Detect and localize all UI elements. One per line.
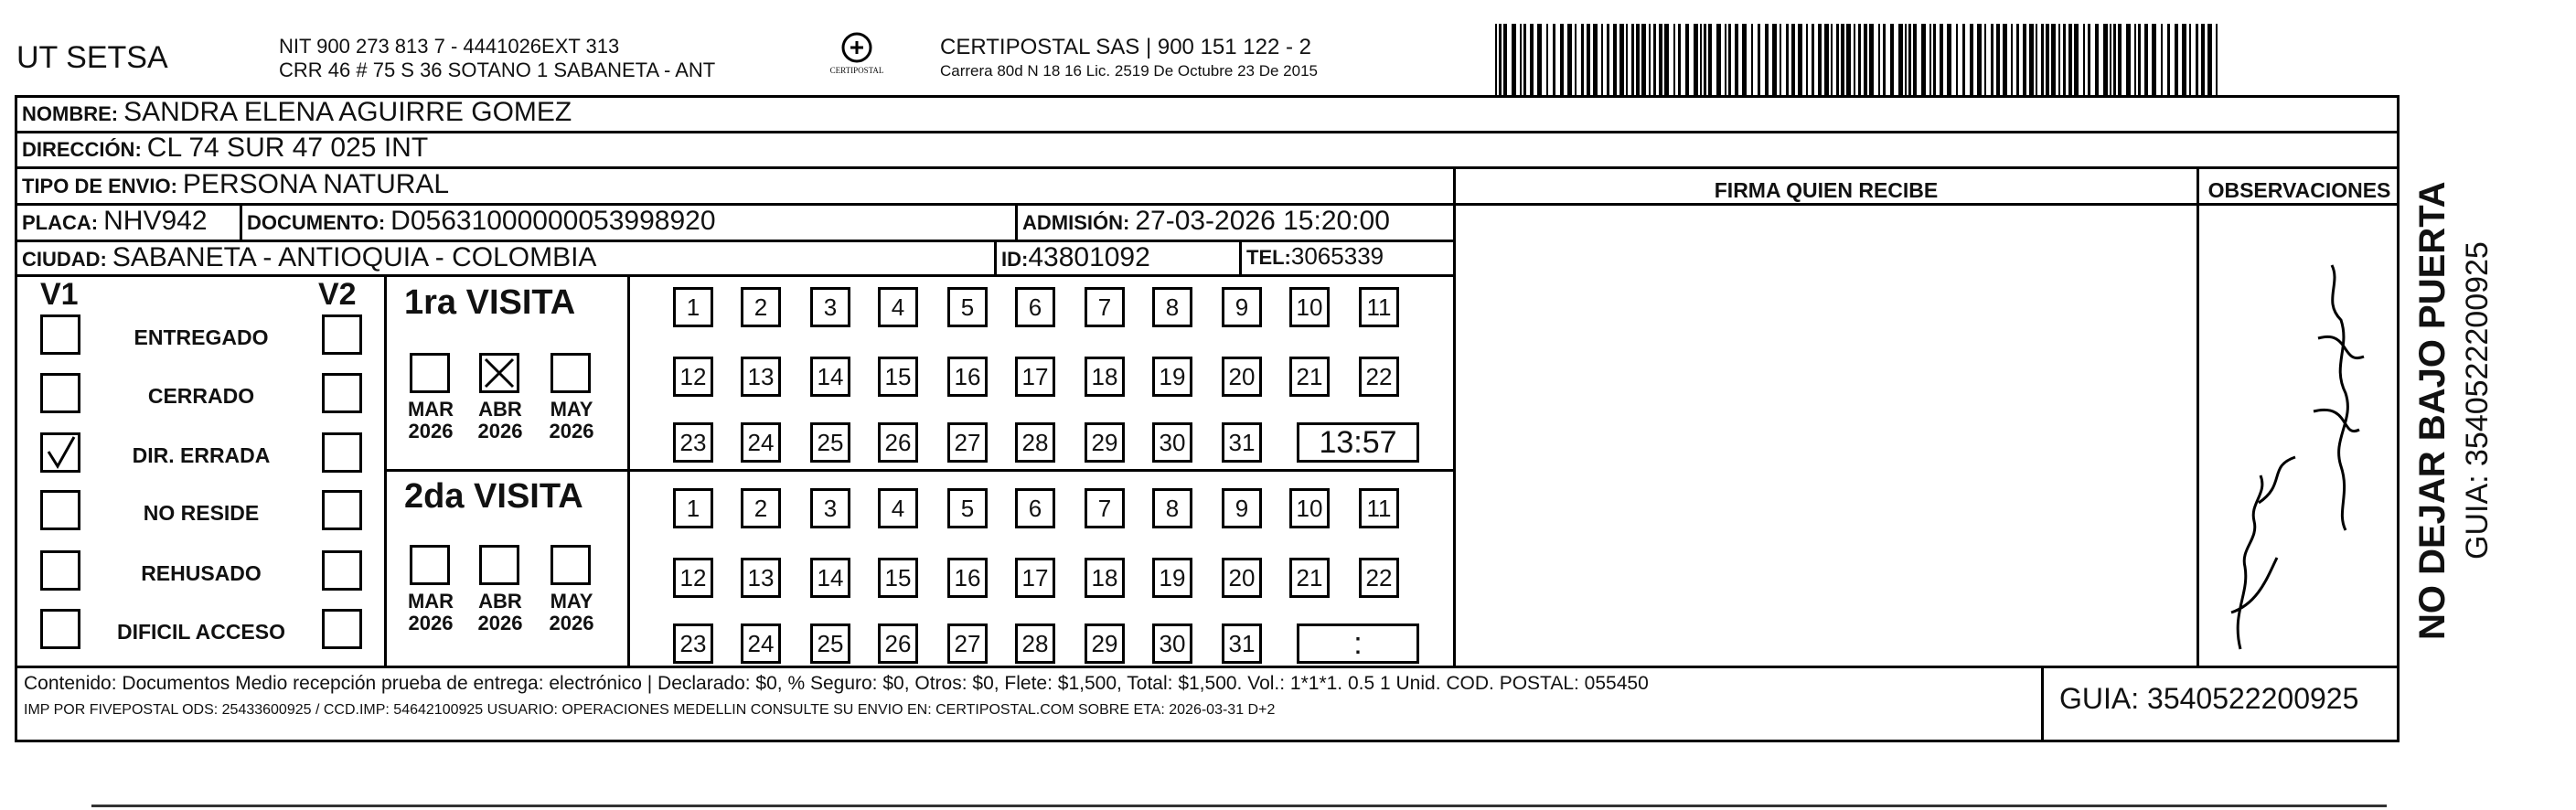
barcode-bar xyxy=(1649,24,1651,97)
visit1-day-21[interactable]: 21 xyxy=(1289,357,1330,397)
barcode-bar xyxy=(1908,24,1911,97)
barcode-bar xyxy=(1735,24,1738,97)
barcode-bar xyxy=(1659,24,1662,97)
visit1-day-27[interactable]: 27 xyxy=(947,422,988,463)
barcode-bar xyxy=(1878,24,1880,97)
visit1-day-6[interactable]: 6 xyxy=(1015,287,1055,327)
footer-print-info: IMP POR FIVEPOSTAL ODS: 25433600925 / CCD.IMP: 54642100925 USUARIO: OPERACIONES MEDELLIN CONSULTE SU ENVIO EN: CERTIPOSTAL.COM SOBRE ETA: 2026-03-31 D+2 xyxy=(24,702,1276,718)
barcode-bar xyxy=(1530,24,1534,97)
barcode-bar xyxy=(1854,24,1855,97)
visit1-month-label: MAY 2026 xyxy=(549,398,594,442)
footer-guia: GUIA: 3540522200925 xyxy=(2059,682,2359,715)
visit1-day-3[interactable]: 3 xyxy=(810,287,850,327)
barcode-bar xyxy=(2138,24,2141,97)
visit2-month-label: ABR 2026 xyxy=(477,590,523,634)
visit1-day-20[interactable]: 20 xyxy=(1222,357,1262,397)
barcode-bar xyxy=(1575,24,1577,97)
barcode-bar xyxy=(1786,24,1789,97)
visit2-day-15[interactable]: 15 xyxy=(878,558,918,598)
barcode-bar xyxy=(1601,24,1603,97)
barcode-bar xyxy=(1984,24,1986,97)
bottom-edge-line xyxy=(91,805,2387,807)
visit2-day-22[interactable]: 22 xyxy=(1359,558,1399,598)
barcode-bar xyxy=(2167,24,2170,97)
visit1-day-23[interactable]: 23 xyxy=(673,422,713,463)
admission-value: 27-03-2026 15:20:00 xyxy=(1135,206,1390,236)
visit2-day-5[interactable]: 5 xyxy=(947,488,988,528)
barcode-bar xyxy=(2051,24,2056,97)
city-label: CIUDAD: xyxy=(22,248,107,271)
barcode-bar xyxy=(1947,24,1951,97)
barcode-bar xyxy=(1798,24,1802,97)
v2-checkbox[interactable] xyxy=(322,314,362,355)
barcode-bar xyxy=(1898,24,1903,97)
visit2-month-checkbox[interactable] xyxy=(550,545,591,585)
side-guia: GUIA: 3540522200925 xyxy=(2460,241,2495,560)
visit2-day-6[interactable]: 6 xyxy=(1015,488,1055,528)
barcode-bar xyxy=(1567,24,1572,97)
visit1-day-11[interactable]: 11 xyxy=(1359,287,1399,327)
barcode-bar xyxy=(1921,24,1926,97)
city-row xyxy=(22,242,596,273)
barcode-bar xyxy=(2207,24,2212,97)
carrier-license: Carrera 80d N 18 16 Lic. 2519 De Octubre 23 De 2015 xyxy=(940,62,1318,80)
barcode-bar xyxy=(1841,24,1844,97)
visit1-day-15[interactable]: 15 xyxy=(878,357,918,397)
visit1-day-28[interactable]: 28 xyxy=(1015,422,1055,463)
visit2-month-checkbox[interactable] xyxy=(410,545,450,585)
plate-value: NHV942 xyxy=(103,206,208,236)
visit2-day-13[interactable]: 13 xyxy=(741,558,781,598)
v2-checkbox[interactable] xyxy=(322,550,362,591)
barcode-bar xyxy=(2175,24,2178,97)
footer-content: Contenido: Documentos Medio recepción prueba de entrega: electrónico | Declarado: $0, % Seguro: $0, Otros: $0, Flete: $1,500, Total: $1,500. Vol.: 1*1*1. 0.5 1 Unid. COD. POSTAL: 055450 xyxy=(24,673,1649,694)
visit1-month-checkbox[interactable] xyxy=(479,353,519,393)
type-row xyxy=(22,169,449,200)
visit2-day-4[interactable]: 4 xyxy=(878,488,918,528)
barcode-bar xyxy=(2152,24,2156,97)
visit1-day-24[interactable]: 24 xyxy=(741,422,781,463)
barcode-bar xyxy=(1664,24,1669,97)
barcode-bar xyxy=(1512,24,1516,97)
company-nit: NIT 900 273 813 7 - 4441026EXT 313 xyxy=(279,35,620,58)
barcode-bar xyxy=(1780,24,1781,97)
barcode-bar xyxy=(1728,24,1731,97)
visit2-day-14[interactable]: 14 xyxy=(810,558,850,598)
visit2-day-10[interactable]: 10 xyxy=(1289,488,1330,528)
barcode-bar xyxy=(1929,24,1931,97)
barcode-bar xyxy=(2088,24,2090,97)
observations-label: OBSERVACIONES xyxy=(2207,178,2391,202)
visit2-day-21[interactable]: 21 xyxy=(1289,558,1330,598)
barcode-bar xyxy=(2144,24,2148,97)
barcode-bar xyxy=(1962,24,1965,97)
barcode-bar xyxy=(1653,24,1656,97)
visit2-day-23[interactable]: 23 xyxy=(673,623,713,664)
barcode-bar xyxy=(1890,24,1894,97)
barcode-bar xyxy=(1694,24,1698,97)
barcode-bar xyxy=(1725,24,1726,97)
barcode-bar xyxy=(2058,24,2060,97)
plate-label: PLACA: xyxy=(22,211,99,234)
barcode-bar xyxy=(2046,24,2049,97)
barcode-bar xyxy=(1818,24,1822,97)
observation-handwriting xyxy=(2204,229,2396,658)
visit2-day-18[interactable]: 18 xyxy=(1085,558,1125,598)
v1-label: V1 xyxy=(40,277,79,312)
barcode-bar xyxy=(1593,24,1598,97)
barcode-bar xyxy=(1751,24,1753,97)
barcode-bar xyxy=(1824,24,1829,97)
name-label: NOMBRE: xyxy=(22,102,119,125)
visit2-day-28[interactable]: 28 xyxy=(1015,623,1055,664)
barcode-bar xyxy=(1520,24,1522,97)
barcode-bar xyxy=(2113,24,2116,97)
barcode-bar xyxy=(2063,24,2066,97)
visit1-day-12[interactable]: 12 xyxy=(673,357,713,397)
visit1-day-9[interactable]: 9 xyxy=(1222,287,1262,327)
visit2-day-17[interactable]: 17 xyxy=(1015,558,1055,598)
barcode-bar xyxy=(1641,24,1646,97)
visit2-day-31[interactable]: 31 xyxy=(1222,623,1262,664)
visit1-month-label: ABR 2026 xyxy=(477,398,523,442)
id-label: ID: xyxy=(1001,248,1029,271)
barcode-bar xyxy=(2041,24,2044,97)
barcode-bar xyxy=(1607,24,1609,97)
visit1-day-30[interactable]: 30 xyxy=(1152,422,1192,463)
barcode-bar xyxy=(1619,24,1624,97)
document-row xyxy=(247,206,716,237)
barcode-bar xyxy=(2029,24,2034,97)
visit2-day-27[interactable]: 27 xyxy=(947,623,988,664)
barcode-bar xyxy=(1869,24,1874,97)
barcode-bar xyxy=(1772,24,1777,97)
visit1-day-10[interactable]: 10 xyxy=(1289,287,1330,327)
barcode-bar xyxy=(2023,24,2026,97)
barcode-bar xyxy=(2016,24,2019,97)
side-warning: NO DEJAR BAJO PUERTA xyxy=(2412,181,2453,640)
v2-label: V2 xyxy=(318,277,357,312)
visit1-month-checkbox[interactable] xyxy=(550,353,591,393)
barcode-bar xyxy=(1913,24,1917,97)
barcode-bar xyxy=(2134,24,2136,97)
barcode-bar xyxy=(1831,24,1833,97)
signature-label: FIRMA QUIEN RECIBE xyxy=(1714,178,1939,202)
barcode-bar xyxy=(1700,24,1702,97)
company-name: UT SETSA xyxy=(16,40,168,75)
visit1-day-2[interactable]: 2 xyxy=(741,287,781,327)
barcode-bar xyxy=(1685,24,1689,97)
visit2-day-30[interactable]: 30 xyxy=(1152,623,1192,664)
visit1-title: 1ra VISITA xyxy=(404,283,576,322)
barcode-bar xyxy=(2068,24,2072,97)
barcode-bar xyxy=(2074,24,2079,97)
visit2-day-26[interactable]: 26 xyxy=(878,623,918,664)
barcode-bar xyxy=(1678,24,1681,97)
barcode-bar xyxy=(1673,24,1675,97)
barcode-bar xyxy=(1940,24,1943,97)
company-address: CRR 46 # 75 S 36 SOTANO 1 SABANETA - ANT xyxy=(279,59,716,81)
barcode-bar xyxy=(1636,24,1640,97)
barcode-bar xyxy=(2003,24,2007,97)
barcode-bar xyxy=(1864,24,1867,97)
barcode-bar xyxy=(1846,24,1851,97)
name-row xyxy=(22,97,572,128)
plate-row xyxy=(22,206,208,237)
visit2-day-8[interactable]: 8 xyxy=(1152,488,1192,528)
barcode-bar xyxy=(1581,24,1584,97)
v1-checkbox[interactable] xyxy=(40,490,80,530)
status-label: REHUSADO xyxy=(141,561,262,585)
barcode-bar xyxy=(1523,24,1526,97)
visit2-time-box[interactable]: : xyxy=(1297,623,1419,664)
visit1-day-31[interactable]: 31 xyxy=(1222,422,1262,463)
barcode-bar xyxy=(1905,24,1907,97)
barcode-bar xyxy=(1626,24,1628,97)
status-label: DIFICIL ACCESO xyxy=(116,620,285,644)
barcode-bar xyxy=(1758,24,1760,97)
visit1-day-4[interactable]: 4 xyxy=(878,287,918,327)
id-value: 43801092 xyxy=(1028,242,1150,272)
visit1-day-29[interactable]: 29 xyxy=(1085,422,1125,463)
barcode-bar xyxy=(1858,24,1861,97)
status-label: NO RESIDE xyxy=(143,501,260,525)
visit2-month-checkbox[interactable] xyxy=(479,545,519,585)
tel-label: TEL: xyxy=(1246,246,1291,269)
recipient-address: CL 74 SUR 47 025 INT xyxy=(146,133,429,163)
v1-checkbox[interactable] xyxy=(40,432,80,473)
type-label: TIPO DE ENVIO: xyxy=(22,175,177,197)
visit2-title: 2da VISITA xyxy=(404,477,583,516)
document-label: DOCUMENTO: xyxy=(247,211,386,234)
visit2-day-12[interactable]: 12 xyxy=(673,558,713,598)
address-row xyxy=(22,133,428,164)
status-label: CERRADO xyxy=(147,384,255,408)
barcode-bar xyxy=(2182,24,2186,97)
barcode-bar xyxy=(1933,24,1936,97)
barcode-bar xyxy=(2110,24,2111,97)
barcode-bar xyxy=(1503,24,1507,97)
visit2-day-3[interactable]: 3 xyxy=(810,488,850,528)
id-row xyxy=(1001,242,1150,273)
barcode-bar xyxy=(1991,24,1993,97)
barcode-bar xyxy=(1791,24,1795,97)
visit1-month-label: MAR 2026 xyxy=(407,398,454,442)
visit1-day-19[interactable]: 19 xyxy=(1152,357,1192,397)
status-label: DIR. ERRADA xyxy=(132,443,271,467)
visit1-day-14[interactable]: 14 xyxy=(810,357,850,397)
visit1-day-13[interactable]: 13 xyxy=(741,357,781,397)
barcode-bar xyxy=(1631,24,1634,97)
v1-checkbox[interactable] xyxy=(40,609,80,649)
visit1-day-25[interactable]: 25 xyxy=(810,422,850,463)
barcode-bar xyxy=(1742,24,1747,97)
visit1-time-box[interactable]: 13:57 xyxy=(1297,422,1419,463)
barcode-bar xyxy=(2036,24,2037,97)
visit1-day-26[interactable]: 26 xyxy=(878,422,918,463)
barcode-bar xyxy=(1977,24,1982,97)
barcode-bar xyxy=(1537,24,1542,97)
visit1-day-1[interactable]: 1 xyxy=(673,287,713,327)
v2-checkbox[interactable] xyxy=(322,373,362,413)
barcode-bar xyxy=(1546,24,1548,97)
visit1-month-checkbox[interactable] xyxy=(410,353,450,393)
barcode-bar xyxy=(2216,24,2218,97)
barcode-bar xyxy=(2118,24,2122,97)
barcode-bar xyxy=(1716,24,1721,97)
shipment-type: PERSONA NATURAL xyxy=(182,169,450,199)
barcode-bar xyxy=(2083,24,2085,97)
visit2-month-label: MAR 2026 xyxy=(407,590,454,634)
barcode-bar xyxy=(2103,24,2108,97)
v2-checkbox[interactable] xyxy=(322,490,362,530)
visit2-day-29[interactable]: 29 xyxy=(1085,623,1125,664)
v2-checkbox[interactable] xyxy=(322,609,362,649)
visit2-day-9[interactable]: 9 xyxy=(1222,488,1262,528)
barcode-bar xyxy=(1883,24,1886,97)
barcode-bar xyxy=(1499,24,1502,97)
barcode-bar xyxy=(2189,24,2191,97)
v1-checkbox[interactable] xyxy=(40,550,80,591)
visit2-day-19[interactable]: 19 xyxy=(1152,558,1192,598)
visit2-day-11[interactable]: 11 xyxy=(1359,488,1399,528)
visit2-day-7[interactable]: 7 xyxy=(1085,488,1125,528)
visit2-month-label: MAY 2026 xyxy=(549,590,594,634)
barcode-bar xyxy=(1996,24,2000,97)
visit2-day-25[interactable]: 25 xyxy=(810,623,850,664)
document-value: D05631000000053998920 xyxy=(390,206,716,236)
visit2-day-24[interactable]: 24 xyxy=(741,623,781,664)
visit1-day-17[interactable]: 17 xyxy=(1015,357,1055,397)
visit2-day-2[interactable]: 2 xyxy=(741,488,781,528)
tel-value: 3065339 xyxy=(1290,242,1384,270)
barcode-bar xyxy=(1806,24,1808,97)
barcode-bar xyxy=(2126,24,2131,97)
status-label: ENTREGADO xyxy=(134,325,269,349)
tel-row xyxy=(1246,242,1384,271)
city-value: SABANETA - ANTIOQUIA - COLOMBIA xyxy=(112,242,597,272)
admission-label: ADMISIÓN: xyxy=(1022,211,1130,234)
barcode xyxy=(1495,24,2227,97)
barcode-bar xyxy=(2095,24,2099,97)
visit2-day-1[interactable]: 1 xyxy=(673,488,713,528)
carrier-name: CERTIPOSTAL SAS | 900 151 122 - 2 xyxy=(940,35,1311,59)
admission-row xyxy=(1022,206,1390,237)
barcode-bar xyxy=(1560,24,1564,97)
visit2-day-20[interactable]: 20 xyxy=(1222,558,1262,598)
barcode-bar xyxy=(1812,24,1814,97)
v1-checkbox[interactable] xyxy=(40,373,80,413)
barcode-bar xyxy=(2161,24,2163,97)
v1-checkbox[interactable] xyxy=(40,314,80,355)
barcode-bar xyxy=(1836,24,1839,97)
barcode-bar xyxy=(1587,24,1590,97)
barcode-bar xyxy=(1495,24,1497,97)
recipient-name: SANDRA ELENA AGUIRRE GOMEZ xyxy=(123,97,572,127)
v2-checkbox[interactable] xyxy=(322,432,362,473)
barcode-bar xyxy=(2011,24,2013,97)
certipostal-logo: CERTIPOSTAL xyxy=(816,29,898,86)
visit1-day-8[interactable]: 8 xyxy=(1152,287,1192,327)
barcode-bar xyxy=(1765,24,1769,97)
visit1-day-22[interactable]: 22 xyxy=(1359,357,1399,397)
barcode-bar xyxy=(2201,24,2205,97)
barcode-bar xyxy=(1708,24,1712,97)
visit1-day-7[interactable]: 7 xyxy=(1085,287,1125,327)
barcode-bar xyxy=(1956,24,1958,97)
visit1-day-16[interactable]: 16 xyxy=(947,357,988,397)
barcode-bar xyxy=(1704,24,1706,97)
barcode-bar xyxy=(1553,24,1555,97)
barcode-bar xyxy=(2196,24,2198,97)
barcode-bar xyxy=(1613,24,1617,97)
visit2-day-16[interactable]: 16 xyxy=(947,558,988,598)
visit1-day-18[interactable]: 18 xyxy=(1085,357,1125,397)
visit1-day-5[interactable]: 5 xyxy=(947,287,988,327)
address-label: DIRECCIÓN: xyxy=(22,138,142,161)
barcode-bar xyxy=(1970,24,1973,97)
